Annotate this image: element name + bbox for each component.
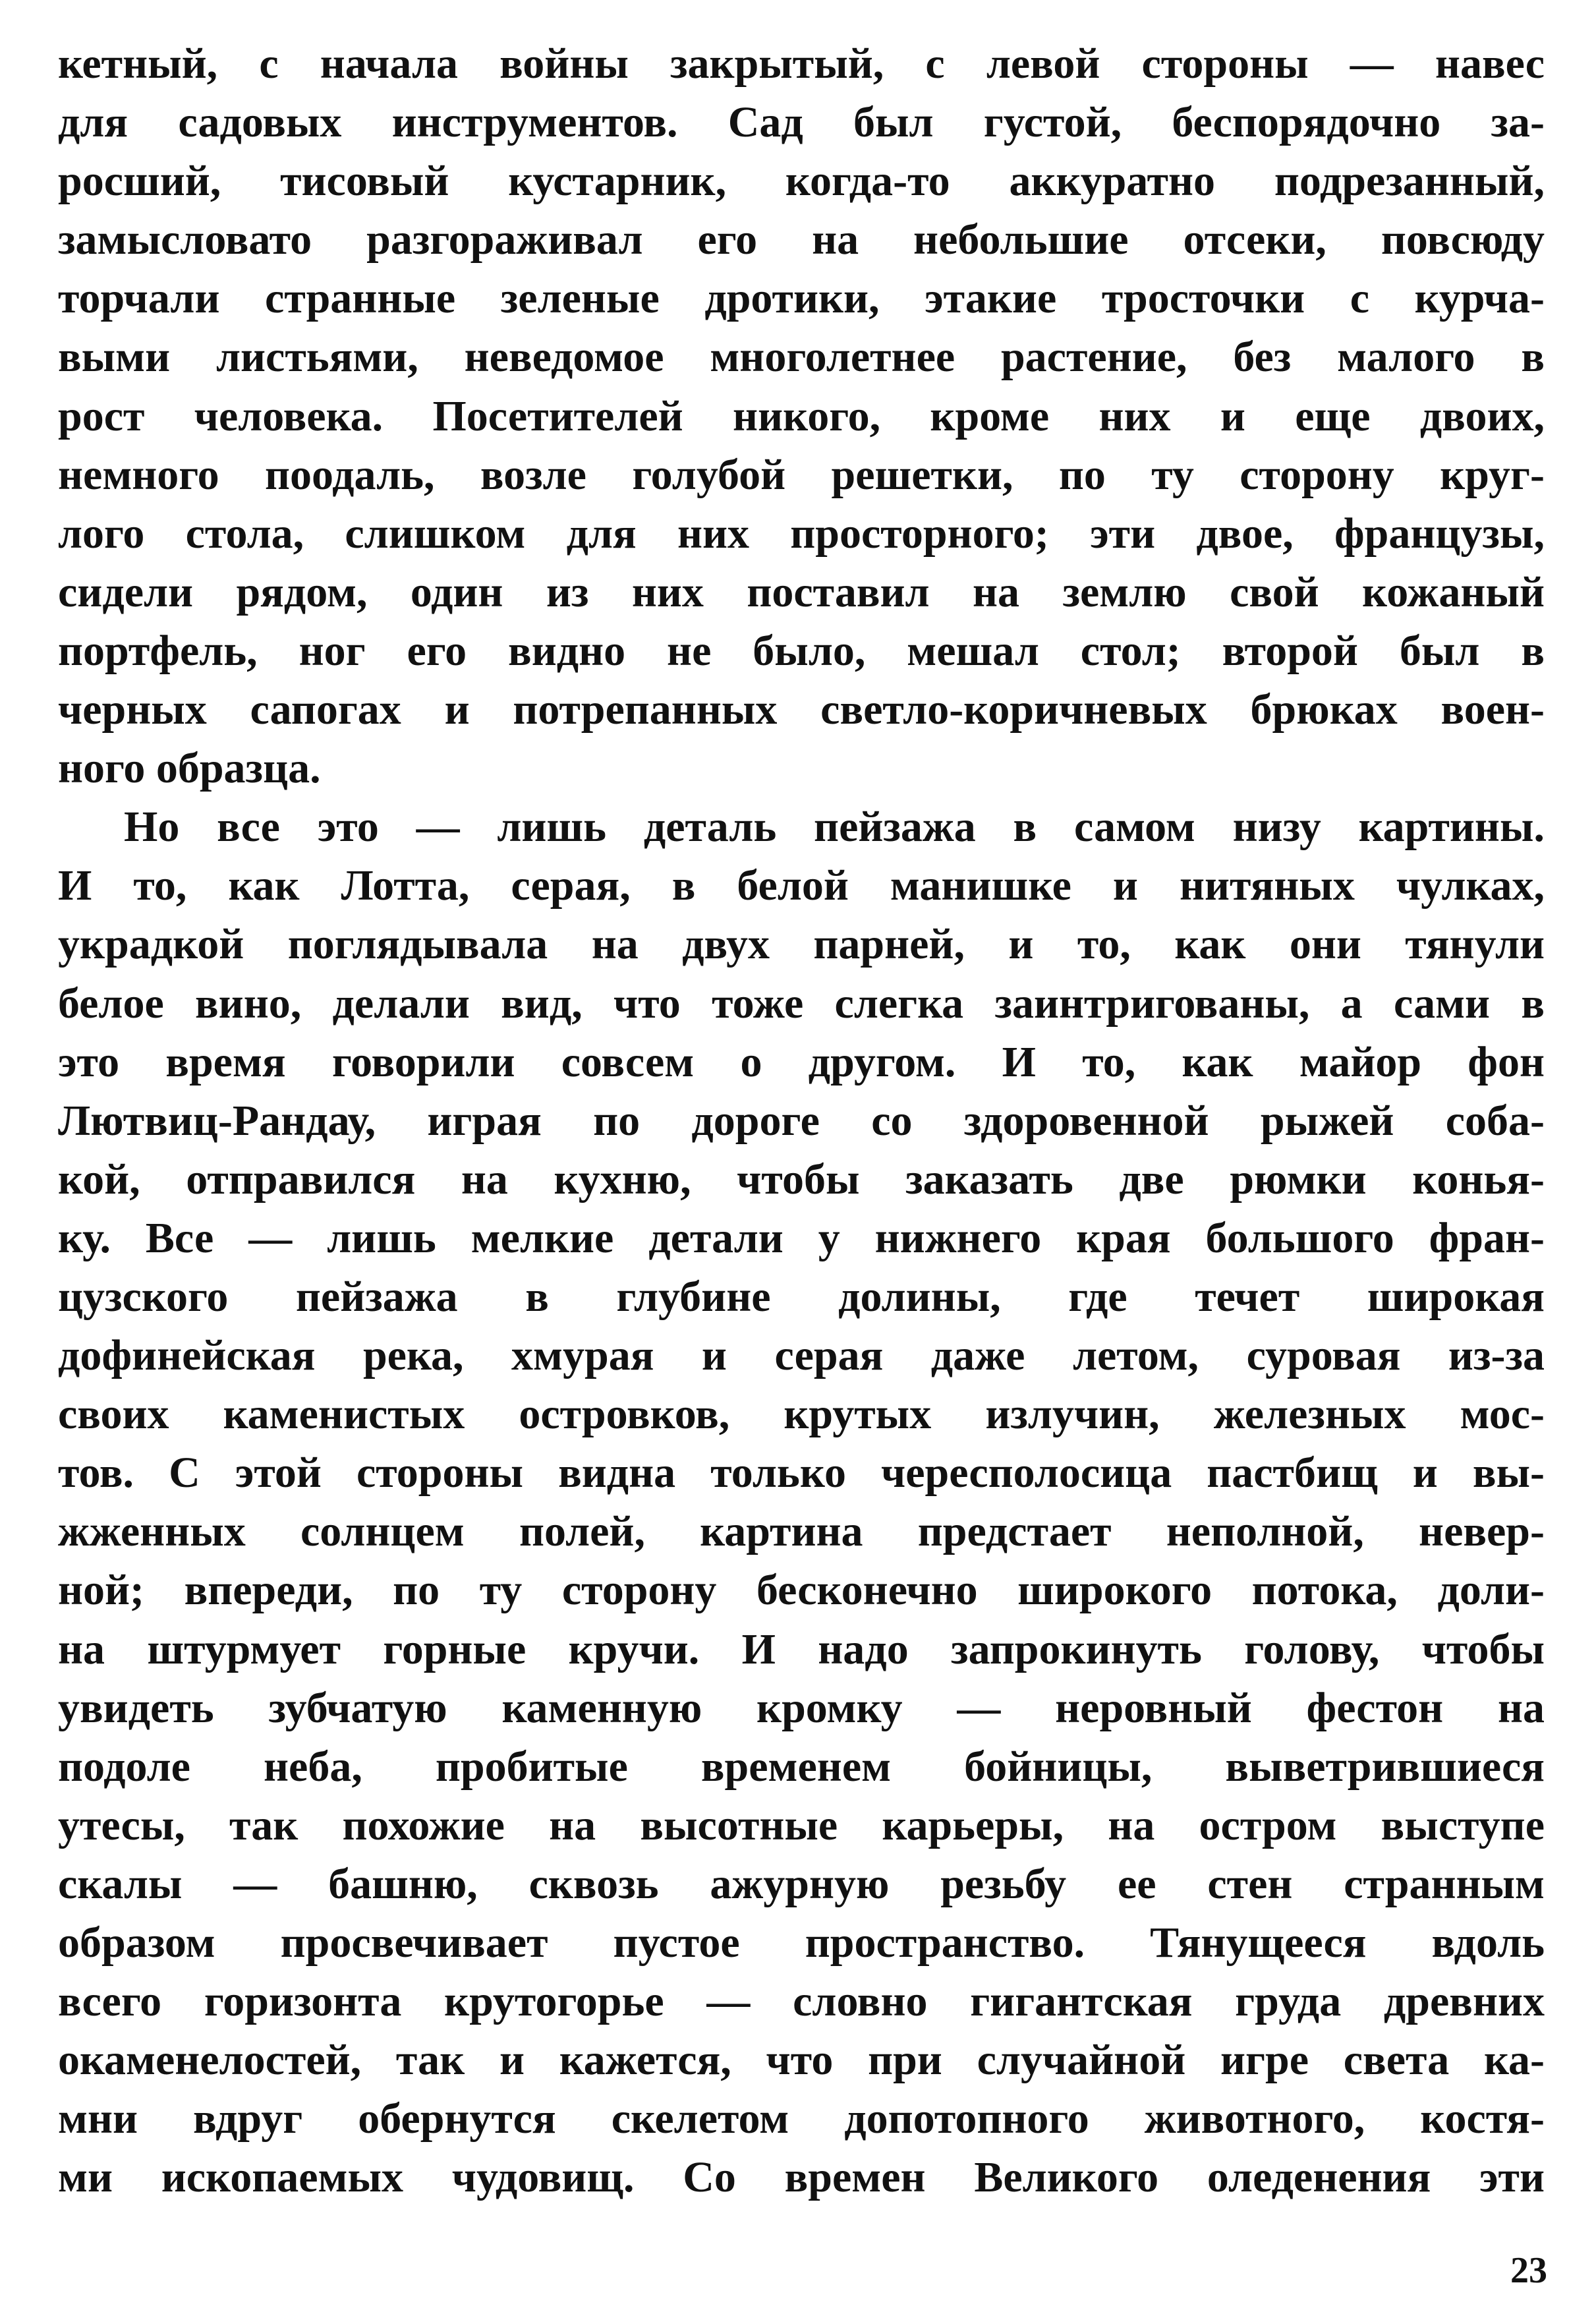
paragraph: [58, 797, 1545, 2207]
text-line: цузского пейзажа в глубине долины, где течет широкая: [58, 1272, 1545, 1321]
text-line: скалы — башню, сквозь ажурную резьбу ее стен странным: [58, 1859, 1545, 1908]
text-line: Лютвиц-Рандау, играя по дороге со здоровенной рыжей соба-: [58, 1096, 1545, 1145]
text-line: кетный, с начала войны закрытый, с левой стороны — навес: [58, 40, 1545, 88]
text-line: выми листьями, неведомое многолетнее растение, без малого в: [58, 333, 1545, 382]
text-line: И то, как Лотта, серая, в белой манишке и нитяных чулках,: [58, 861, 1545, 910]
text-line: портфель, ног его видно не было, мешал стол; второй был в: [58, 626, 1545, 675]
text-line: мни вдруг обернутся скелетом допотопного животного, костя-: [58, 2095, 1545, 2143]
text-line: на штурмует горные кручи. И надо запрокинуть голову, чтобы: [58, 1625, 1545, 1673]
text-line: ми ископаемых чудовищ. Со времен Великого оледенения эти: [58, 2153, 1545, 2202]
text-line: подоле неба, пробитые временем бойницы, выветрившиеся: [58, 1742, 1545, 1791]
text-line: сидели рядом, один из них поставил на землю свой кожаный: [58, 567, 1545, 616]
text-line: увидеть зубчатую каменную кромку — неровный фестон на: [58, 1683, 1545, 1732]
text-line: украдкой поглядывала на двух парней, и то, как они тянули: [58, 920, 1545, 969]
text-line: немного поодаль, возле голубой решетки, по ту сторону круг-: [58, 450, 1545, 499]
paragraph: [58, 34, 1545, 797]
text-line: торчали странные зеленые дротики, этакие тросточки с курча-: [58, 274, 1545, 323]
text-line: Но все это — лишь деталь пейзажа в самом низу картины.: [124, 803, 1545, 852]
text-line: для садовых инструментов. Сад был густой, беспорядочно за-: [58, 98, 1545, 147]
text-line: ного образца.: [58, 744, 321, 793]
text-line: замысловато разгораживал его на небольшие отсеки, повсюду: [58, 216, 1545, 264]
text-line: окаменелостей, так и кажется, что при случайной игре света ка-: [58, 2036, 1545, 2085]
text-line: утесы, так похожие на высотные карьеры, на остром выступе: [58, 1801, 1545, 1849]
text-line: росший, тисовый кустарник, когда-то аккуратно подрезанный,: [58, 157, 1545, 206]
text-line: своих каменистых островков, крутых излучин, железных мос-: [58, 1390, 1545, 1439]
text-line: черных сапогах и потрепанных светло-коричневых брюках воен-: [58, 685, 1545, 734]
text-line: кой, отправился на кухню, чтобы заказать две рюмки конья-: [58, 1155, 1545, 1203]
text-line: рост человека. Посетителей никого, кроме них и еще двоих,: [58, 391, 1545, 440]
text-line: тов. С этой стороны видна только чересполосица пастбищ и вы-: [58, 1449, 1545, 1497]
text-line: всего горизонта крутогорье — словно гигантская груда древних: [58, 1977, 1545, 2026]
text-line: дофинейская река, хмурая и серая даже летом, суровая из-за: [58, 1331, 1545, 1380]
text-line: образом просвечивает пустое пространство. Тянущееся вдоль: [58, 1919, 1545, 1967]
page-body: [58, 34, 1545, 2207]
text-line: лого стола, слишком для них просторного; эти двое, французы,: [58, 509, 1545, 558]
page-number: 23: [1510, 2250, 1547, 2291]
text-line: ной; впереди, по ту сторону бесконечно широкого потока, доли-: [58, 1566, 1545, 1615]
text-line: это время говорили совсем о другом. И то, как майор фон: [58, 1037, 1545, 1086]
text-line: белое вино, делали вид, что тоже слегка заинтригованы, а сами в: [58, 979, 1545, 1028]
text-line: ку. Все — лишь мелкие детали у нижнего края большого фран-: [58, 1213, 1545, 1262]
text-line: жженных солнцем полей, картина предстает неполной, невер-: [58, 1507, 1545, 1556]
